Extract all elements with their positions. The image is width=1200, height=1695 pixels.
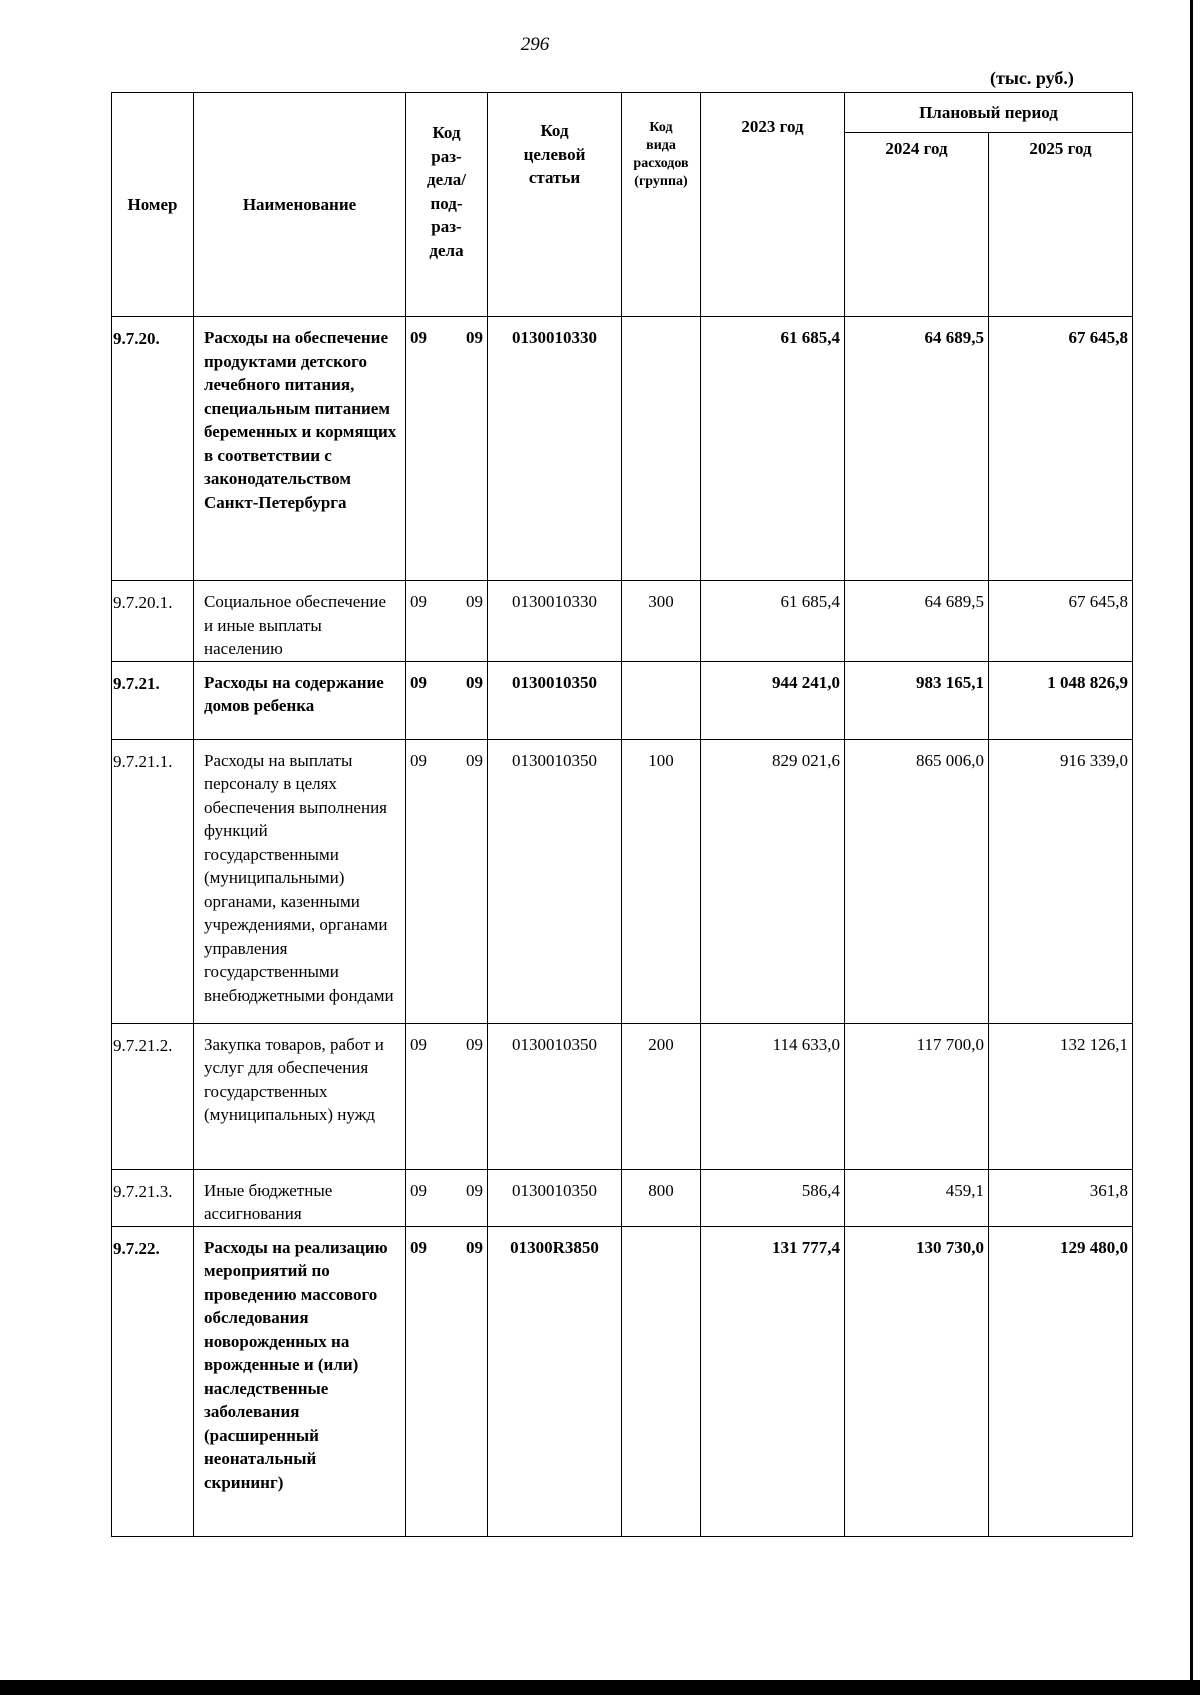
row-target-code: 0130010350 (488, 1169, 622, 1226)
row-razdel: 09 09 (406, 317, 488, 581)
row-target-code: 0130010350 (488, 661, 622, 739)
header-2023: 2023 год (701, 93, 845, 317)
row-number: 9.7.21.1. (112, 739, 194, 1023)
row-value-2023: 114 633,0 (701, 1023, 845, 1169)
row-vid-code (622, 661, 701, 739)
row-target-code: 0130010350 (488, 739, 622, 1023)
row-value-2024: 64 689,5 (845, 317, 989, 581)
row-target-code: 01300R3850 (488, 1226, 622, 1536)
row-name: Расходы на обеспечение продуктами детского лечебного питания, специальным питанием беременных и кормящих в соответствии с законодательством Санкт-Петербурга (194, 317, 406, 581)
row-value-2024: 130 730,0 (845, 1226, 989, 1536)
table-row (112, 661, 1133, 739)
header-number: Номер (112, 93, 194, 317)
row-razdel: 09 09 (406, 581, 488, 662)
row-value-2023: 61 685,4 (701, 317, 845, 581)
header-vid: Код вида расходов (группа) (622, 93, 701, 317)
table-row (112, 1169, 1133, 1226)
row-value-2023: 131 777,4 (701, 1226, 845, 1536)
row-value-2025: 361,8 (989, 1169, 1133, 1226)
row-razdel: 09 09 (406, 1226, 488, 1536)
row-value-2025: 1 048 826,9 (989, 661, 1133, 739)
row-vid-code: 200 (622, 1023, 701, 1169)
row-name: Закупка товаров, работ и услуг для обеспечения государственных (муниципальных) нужд (194, 1023, 406, 1169)
row-value-2025: 129 480,0 (989, 1226, 1133, 1536)
header-razdel: Код раз- дела/ под- раз- дела (406, 93, 488, 317)
header-planned: Плановый период (845, 93, 1133, 133)
row-razdel: 09 09 (406, 1023, 488, 1169)
table-row (112, 317, 1133, 581)
row-name: Иные бюджетные ассигнования (194, 1169, 406, 1226)
row-target-code: 0130010330 (488, 581, 622, 662)
row-number: 9.7.20. (112, 317, 194, 581)
row-name: Расходы на реализацию мероприятий по проведению массового обследования новорожденных на врожденные и (или) наследственные заболевания (расширенный неонатальный скрининг) (194, 1226, 406, 1536)
scan-edge-line (1190, 0, 1193, 1680)
row-vid-code: 800 (622, 1169, 701, 1226)
table-row (112, 739, 1133, 1023)
table-row (112, 581, 1133, 662)
row-number: 9.7.21. (112, 661, 194, 739)
row-value-2025: 67 645,8 (989, 581, 1133, 662)
row-number: 9.7.21.2. (112, 1023, 194, 1169)
row-vid-code: 100 (622, 739, 701, 1023)
table-row (112, 1226, 1133, 1536)
row-value-2024: 865 006,0 (845, 739, 989, 1023)
row-number: 9.7.22. (112, 1226, 194, 1536)
row-name: Расходы на выплаты персоналу в целях обеспечения выполнения функций государственными (муниципальными) органами, казенными учреждениями, органами управления государственными внебюджетными фондами (194, 739, 406, 1023)
row-vid-code (622, 317, 701, 581)
budget-table (111, 92, 1133, 1537)
scan-bottom-band (0, 1680, 1200, 1695)
row-vid-code: 300 (622, 581, 701, 662)
row-razdel: 09 09 (406, 739, 488, 1023)
header-2025: 2025 год (989, 133, 1133, 317)
row-vid-code (622, 1226, 701, 1536)
row-value-2023: 829 021,6 (701, 739, 845, 1023)
header-name: Наименование (194, 93, 406, 317)
row-name: Расходы на содержание домов ребенка (194, 661, 406, 739)
row-target-code: 0130010350 (488, 1023, 622, 1169)
units-label: (тыс. руб.) (990, 68, 1074, 88)
header-2024: 2024 год (845, 133, 989, 317)
row-value-2025: 67 645,8 (989, 317, 1133, 581)
row-value-2024: 459,1 (845, 1169, 989, 1226)
row-target-code: 0130010330 (488, 317, 622, 581)
header-target: Код целевой статьи (488, 93, 622, 317)
row-value-2025: 916 339,0 (989, 739, 1133, 1023)
row-value-2023: 586,4 (701, 1169, 845, 1226)
row-name: Социальное обеспечение и иные выплаты населению (194, 581, 406, 662)
table-row (112, 1023, 1133, 1169)
row-razdel: 09 09 (406, 1169, 488, 1226)
row-number: 9.7.20.1. (112, 581, 194, 662)
row-value-2024: 117 700,0 (845, 1023, 989, 1169)
row-razdel: 09 09 (406, 661, 488, 739)
row-value-2023: 944 241,0 (701, 661, 845, 739)
row-number: 9.7.21.3. (112, 1169, 194, 1226)
row-value-2023: 61 685,4 (701, 581, 845, 662)
row-value-2024: 64 689,5 (845, 581, 989, 662)
row-value-2025: 132 126,1 (989, 1023, 1133, 1169)
page-number: 296 (520, 34, 550, 55)
row-value-2024: 983 165,1 (845, 661, 989, 739)
